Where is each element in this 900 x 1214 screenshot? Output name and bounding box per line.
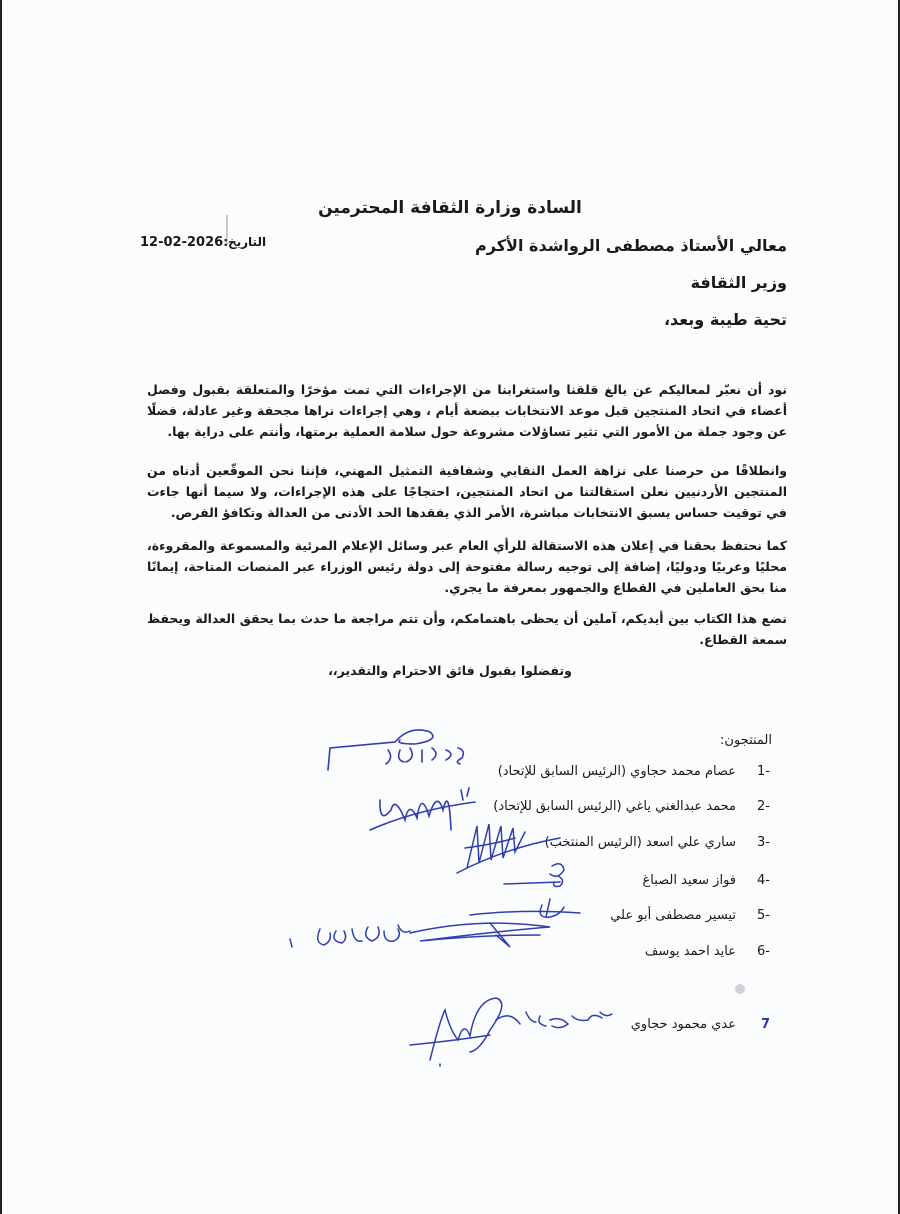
- signature-7: [400, 990, 620, 1070]
- signer-3: -3ساري علي اسعد (الرئيس المنتخب): [544, 835, 770, 850]
- paragraph-3: كما نحتفظ بحقنا في إعلان هذه الاستقالة للرأي العام عبر وسائل الإعلام المرئية والمسموعة والمقروءة، محليًا وعربيًا ودوليًا، إضافة إلى توجيه رسالة مفتوحة إلى دولة رئيس الوزراء عبر المنصات المتاحة، إيمانًا منا بحق العاملين في القطاع والجمهور بمعرفة ما يجري.: [147, 538, 787, 595]
- signer-1: -1عصام محمد حجاوي (الرئيس السابق للإتحاد): [497, 764, 770, 779]
- letter-heading: السادة وزارة الثقافة المحترمين: [318, 198, 582, 218]
- signer-7: 7عدي محمود حجاوي: [630, 1017, 770, 1032]
- addressee-title: وزير الثقافة: [690, 273, 787, 292]
- paragraph-1: نود أن نعبّر لمعاليكم عن بالغ قلقنا واستغرابنا من الإجراءات التي تمت مؤخرًا والمتعلقة بقبول وفصل أعضاء في اتحاد المنتجين قبل موعد الانتخابات ببضعة أيام ، وهي إجراءات نراها مجحفة وغير عادلة، فضلًا عن وجود جملة من الأمور التي تثير تساؤلات مشروعة حول سلامة العملية برمتها، وأنتم على دراية بها.: [147, 382, 787, 439]
- smudge-dot: [735, 984, 745, 994]
- signature-4: [500, 858, 590, 898]
- letter-date: [140, 235, 266, 250]
- closing-line: وتفضلوا بقبول فائق الاحترام والتقدير،،: [328, 663, 572, 678]
- signer-4: -4فواز سعيد الصباغ: [642, 873, 770, 888]
- date-value: 2026-02-12: [140, 235, 224, 250]
- signer-6: -6عايد احمد يوسف: [644, 944, 770, 959]
- signers-label: المنتجون:: [720, 733, 772, 748]
- paragraph-2: وانطلاقًا من حرصنا على نزاهة العمل النقابي وشفافية التمثيل المهني، فإننا نحن الموقّعين أدناه من المنتجين الأردنيين نعلن استقالتنا من اتحاد المنتجين، احتجاجًا على هذه الإجراءات، ولا سيما أنها جاءت في توقيت حساس يسبق الانتخابات مباشرة، الأمر الذي يفقدها الحد الأدنى من العدالة وتكافؤ الفرص.: [147, 463, 787, 520]
- date-label: التاريخ:: [223, 235, 267, 249]
- paragraph-4: نضع هذا الكتاب بين أيديكم، آملين أن يحظى باهتمامكم، وأن تتم مراجعة ما حدث بما يحقق العدالة ويحفظ سمعة القطاع.: [147, 611, 787, 647]
- signer-2: -2محمد عبدالغني ياغي (الرئيس السابق للإتحاد): [493, 799, 770, 814]
- signature-5-6: [280, 895, 600, 965]
- greeting: تحية طيبة وبعد،: [663, 310, 787, 329]
- signer-5: -5تيسير مصطفى أبو علي: [610, 908, 770, 923]
- addressee: معالي الأستاذ مصطفى الرواشدة الأكرم: [475, 236, 787, 255]
